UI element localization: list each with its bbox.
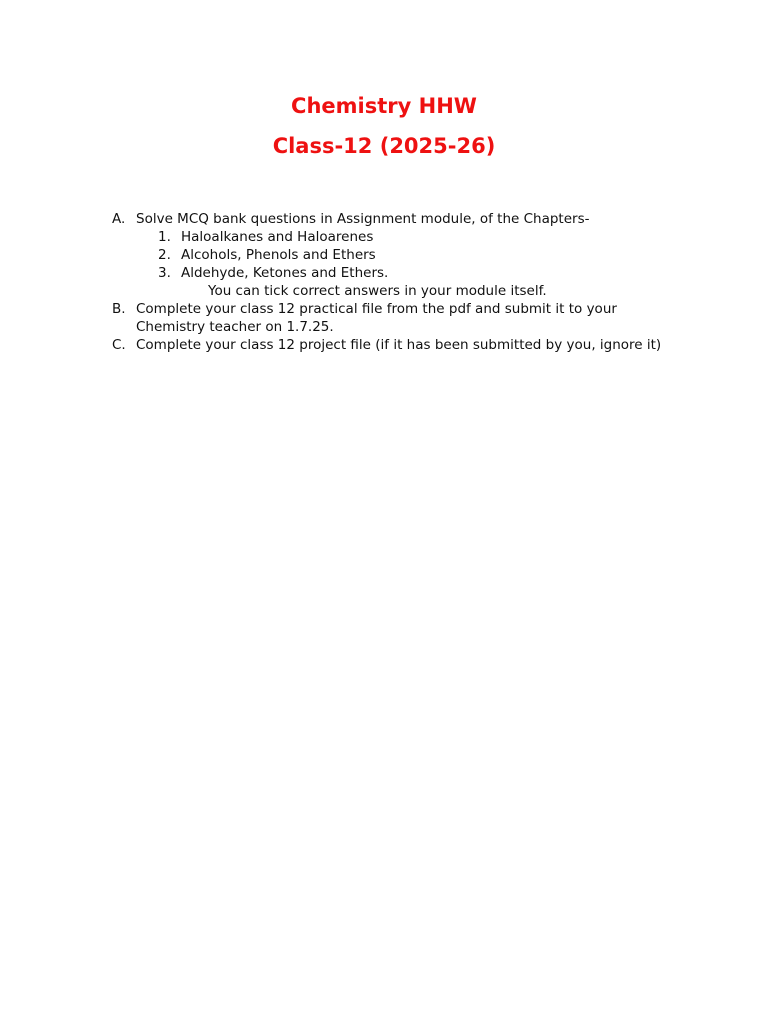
list-item-a — [112, 210, 672, 300]
list-item-text: Complete your class 12 practical file from the pdf and submit it to your Chemistry teacher on 1.7.25. — [136, 301, 617, 335]
document-subtitle: Class-12 (2025-26) — [272, 134, 496, 158]
instruction-note: You can tick correct answers in your module itself. — [208, 283, 547, 299]
list-marker: B. — [112, 301, 126, 317]
list-item-c — [112, 336, 672, 354]
chapter-text: Alcohols, Phenols and Ethers — [181, 247, 376, 263]
list-marker: C. — [112, 337, 126, 353]
chapter-text: Aldehyde, Ketones and Ethers. — [181, 265, 389, 281]
list-marker: A. — [112, 211, 126, 227]
list-item-text: Solve MCQ bank questions in Assignment module, of the Chapters- — [136, 211, 590, 227]
chapter-item — [158, 228, 672, 246]
instruction-list — [112, 210, 672, 354]
chapter-list — [136, 228, 672, 300]
chapter-number: 1. — [158, 229, 171, 245]
list-item-b — [112, 300, 672, 336]
chapter-number: 3. — [158, 265, 171, 281]
chapter-number: 2. — [158, 247, 171, 263]
document-title: Chemistry HHW — [291, 94, 477, 118]
chapter-item — [158, 246, 672, 264]
chapter-text: Haloalkanes and Haloarenes — [181, 229, 374, 245]
chapter-item — [158, 264, 672, 282]
list-item-text: Complete your class 12 project file (if it has been submitted by you, ignore it) — [136, 337, 662, 353]
